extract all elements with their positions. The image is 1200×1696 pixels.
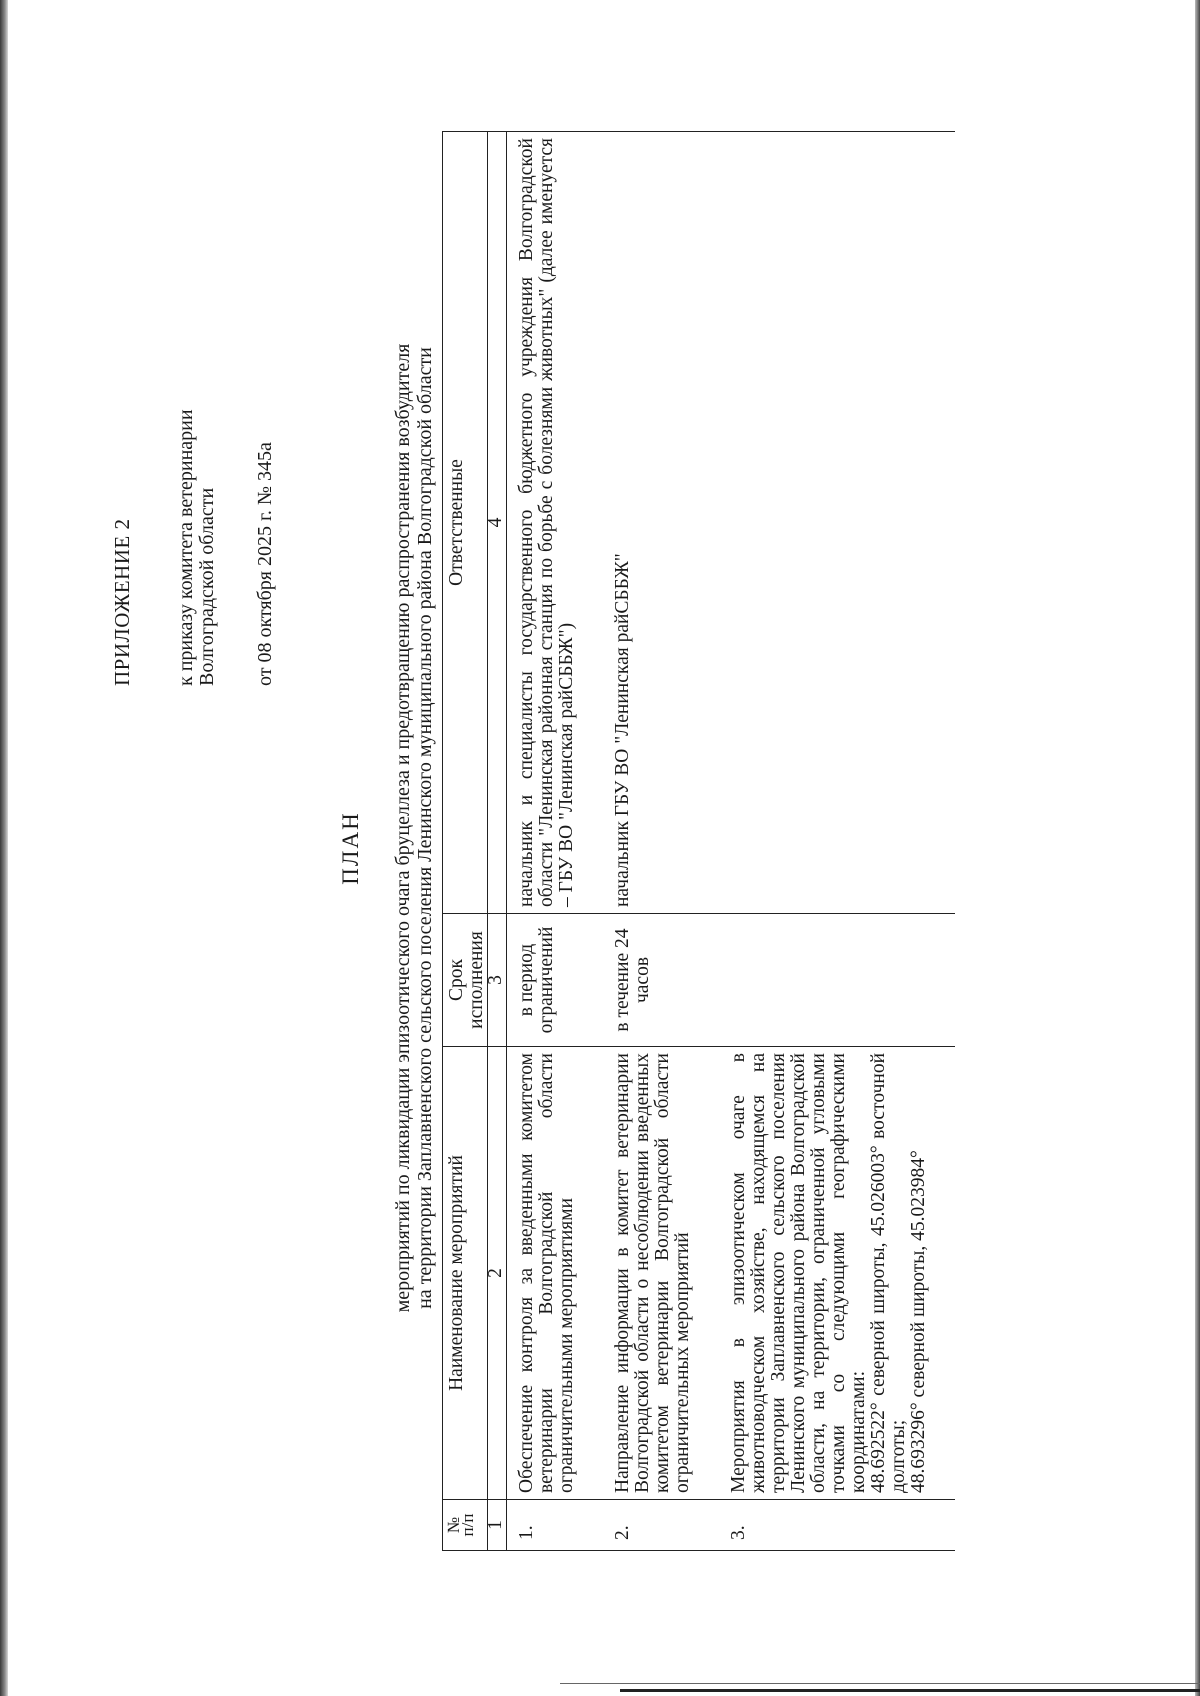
row-term [719, 914, 955, 1047]
header-responsible: Ответственные [443, 132, 488, 914]
column-number-2: 2 [488, 1047, 507, 1500]
header-term [443, 914, 488, 1047]
row-num: 2. [603, 1500, 719, 1551]
row-coord-1: 48.692522° северной широты, 45.026003° восточной долготы; [868, 1053, 909, 1493]
row-responsible: начальник и специалисты государственного бюджетного учреждения Волгоградской области "Ленинская районная станция по борьбе с болезнями животных" (далее именуется – ГБУ ВО "Ленинская райСББЖ") [507, 132, 604, 914]
header-term-line1: Срок [446, 959, 467, 1001]
column-number-3: 3 [488, 914, 507, 1047]
row-num: 3. [719, 1500, 955, 1551]
row-responsible: начальник ГБУ ВО "Ленинская райСББЖ" [603, 132, 719, 914]
column-number-1: 1 [488, 1500, 507, 1551]
row-coord-2: 48.693296° северной широты, 45.023984° [908, 1150, 929, 1493]
header-num-line1: № [444, 1516, 463, 1534]
header-term-line2: исполнения [466, 931, 487, 1029]
row-responsible [719, 132, 955, 914]
table-header-row [443, 132, 488, 1551]
measures-table [442, 131, 955, 1551]
row-term: в период ограничений [507, 914, 604, 1047]
header-name: Наименование мероприятий [443, 1047, 488, 1500]
table-row [719, 132, 955, 1551]
order-reference-line2: Волгоградской области [196, 487, 218, 686]
header-num [443, 1500, 488, 1551]
order-reference [176, 46, 218, 686]
row-name [719, 1047, 955, 1500]
appendix-title: ПРИЛОЖЕНИЕ 2 [110, 518, 134, 686]
order-date: от 08 октября 2025 г. № 345а [254, 442, 276, 686]
table-row [603, 132, 719, 1551]
row-num: 1. [507, 1500, 604, 1551]
order-reference-line1: к приказу комитета ветеринарии [175, 409, 197, 686]
row-name-main: Мероприятия в эпизоотическом очаге в животноводческом хозяйстве, находящемся на территории Заплавненского сельского поселения Ленинского муниципального района Волгоградской области, на территории, ограниченной угловыми точками со следующими географическими координатами: [728, 1053, 869, 1493]
row-name: Направление информации в комитет ветеринарии Волгоградской области о несоблюдении введенных комитетом ветеринарии Волгоградской области ограничительных мероприятий [603, 1047, 719, 1500]
plan-subtitle-line1: мероприятий по ликвидации эпизоотического очага бруцеллеза и предотвращению распространения возбудителя [392, 343, 414, 1313]
plan-subtitle [392, 228, 436, 1428]
plan-subtitle-line2: на территории Заплавненского сельского поселения Ленинского муниципального района Волгоградской области [414, 347, 436, 1309]
plan-title: ПЛАН [338, 811, 363, 885]
column-number-row [488, 132, 507, 1551]
column-number-4: 4 [488, 132, 507, 914]
table-row [507, 132, 604, 1551]
row-term: в течение 24 часов [603, 914, 719, 1047]
header-num-line2: п/п [458, 1513, 477, 1537]
row-name: Обеспечение контроля за введенными комитетом ветеринарии Волгоградской области ограничительными мероприятиями [507, 1047, 604, 1500]
